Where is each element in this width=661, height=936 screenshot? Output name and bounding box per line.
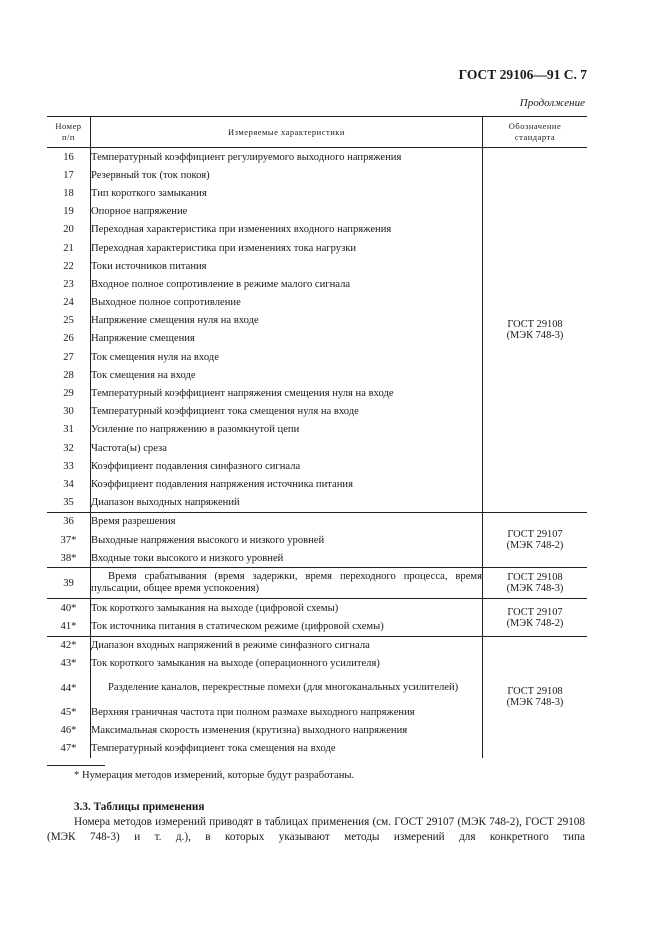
row-characteristic: Опорное напряжение	[91, 203, 483, 221]
row-number: 28	[47, 366, 91, 384]
row-number: 21	[47, 239, 91, 257]
row-characteristic: Ток смещения на входе	[91, 366, 483, 384]
row-characteristic: Диапазон выходных напряжений	[91, 494, 483, 513]
row-number: 16	[47, 148, 91, 167]
row-standard: ГОСТ 29108 (МЭК 748-3)	[483, 568, 588, 599]
row-characteristic: Ток смещения нуля на входе	[91, 348, 483, 366]
row-characteristic: Ток короткого замыкания на выходе (операционного усилителя)	[91, 655, 483, 673]
row-characteristic: Время разрешения	[91, 512, 483, 531]
row-number: 36	[47, 512, 91, 531]
row-characteristic: Переходная характеристика при изменениях тока нагрузки	[91, 239, 483, 257]
row-number: 20	[47, 221, 91, 239]
row-number: 17	[47, 166, 91, 184]
row-number: 31	[47, 421, 91, 439]
row-number: 43*	[47, 655, 91, 673]
col-header-number: Номер п/п	[47, 117, 91, 148]
row-characteristic: Коэффициент подавления синфазного сигнала	[91, 457, 483, 475]
row-characteristic: Тип короткого замыкания	[91, 184, 483, 202]
footnote-rule	[47, 765, 105, 766]
row-characteristic: Температурный коэффициент тока смещения на входе	[91, 739, 483, 757]
row-characteristic: Ток источника питания в статическом режиме (цифровой схемы)	[91, 618, 483, 637]
row-standard: ГОСТ 29108 (МЭК 748-3)	[506, 686, 564, 709]
table-row	[47, 599, 587, 618]
table-row	[47, 568, 587, 599]
row-number: 29	[47, 384, 91, 402]
row-number: 44*	[47, 673, 91, 703]
row-number: 19	[47, 203, 91, 221]
row-characteristic: Максимальная скорость изменения (крутизна) выходного напряжения	[91, 721, 483, 739]
row-characteristic: Разделение каналов, перекрестные помехи (для многоканальных усилителей)	[91, 673, 483, 703]
row-characteristic: Напряжение смещения нуля на входе	[91, 312, 483, 330]
row-number: 39	[47, 568, 91, 599]
row-number: 23	[47, 275, 91, 293]
row-standard: ГОСТ 29107 (МЭК 748-2)	[483, 512, 588, 568]
row-number: 40*	[47, 599, 91, 618]
row-number: 38*	[47, 549, 91, 568]
row-characteristic: Верхняя граничная частота при полном размахе выходного напряжения	[91, 703, 483, 721]
table-row	[47, 636, 587, 655]
row-number: 35	[47, 494, 91, 513]
page-header: ГОСТ 29106—91 С. 7	[458, 67, 587, 82]
row-number: 25	[47, 312, 91, 330]
row-characteristic: Входные токи высокого и низкого уровней	[91, 549, 483, 568]
row-characteristic: Выходные напряжения высокого и низкого уровней	[91, 531, 483, 549]
table-row	[47, 512, 587, 531]
row-number: 42*	[47, 636, 91, 655]
row-characteristic: Входное полное сопротивление в режиме малого сигнала	[91, 275, 483, 293]
row-characteristic: Усиление по напряжению в разомкнутой цепи	[91, 421, 483, 439]
row-number: 46*	[47, 721, 91, 739]
row-characteristic: Резервный ток (ток покоя)	[91, 166, 483, 184]
row-number: 30	[47, 403, 91, 421]
section-title: 3.3. Таблицы применения	[74, 801, 205, 813]
row-number: 26	[47, 330, 91, 348]
row-characteristic: Ток короткого замыкания на выходе (цифровой схемы)	[91, 599, 483, 618]
row-characteristic: Выходное полное сопротивление	[91, 294, 483, 312]
row-characteristic: Напряжение смещения	[91, 330, 483, 348]
row-number: 37*	[47, 531, 91, 549]
body-paragraph: Номера методов измерений приводят в таблицах применения (см. ГОСТ 29107 (МЭК 748-2), ГОСТ 29108 (МЭК 748-3) и т. д.), в которых указывают методы измерений для конкретного типа	[47, 816, 585, 843]
continuation-label: Продолжение	[519, 97, 585, 109]
row-number: 32	[47, 439, 91, 457]
row-number: 45*	[47, 703, 91, 721]
row-number: 27	[47, 348, 91, 366]
row-number: 41*	[47, 618, 91, 637]
footnote: * Нумерация методов измерений, которые будут разработаны.	[74, 770, 355, 781]
row-characteristic: Температурный коэффициент регулируемого выходного напряжения	[91, 148, 483, 167]
row-number: 24	[47, 294, 91, 312]
row-number: 47*	[47, 739, 91, 757]
col-header-characteristics: Измеряемые характеристики	[91, 117, 483, 148]
row-standard: ГОСТ 29107 (МЭК 748-2)	[483, 599, 588, 636]
row-number: 33	[47, 457, 91, 475]
row-standard: ГОСТ 29108 (МЭК 748-3)	[483, 148, 588, 513]
row-number: 22	[47, 257, 91, 275]
row-characteristic: Коэффициент подавления напряжения источника питания	[91, 475, 483, 493]
table-row	[47, 148, 587, 167]
col-header-standard: Обозначение стандарта	[483, 117, 588, 148]
row-characteristic: Токи источников питания	[91, 257, 483, 275]
row-number: 34	[47, 475, 91, 493]
row-characteristic: Частота(ы) среза	[91, 439, 483, 457]
row-characteristic: Время срабатывания (время задержки, время переходного процесса, время пульсации, общее время успокоения)	[91, 568, 483, 599]
row-characteristic: Переходная характеристика при изменениях входного напряжения	[91, 221, 483, 239]
row-characteristic: Температурный коэффициент напряжения смещения нуля на входе	[91, 384, 483, 402]
row-characteristic: Температурный коэффициент тока смещения нуля на входе	[91, 403, 483, 421]
row-characteristic: Диапазон входных напряжений в режиме синфазного сигнала	[91, 636, 483, 655]
characteristics-table	[47, 116, 587, 758]
row-number: 18	[47, 184, 91, 202]
